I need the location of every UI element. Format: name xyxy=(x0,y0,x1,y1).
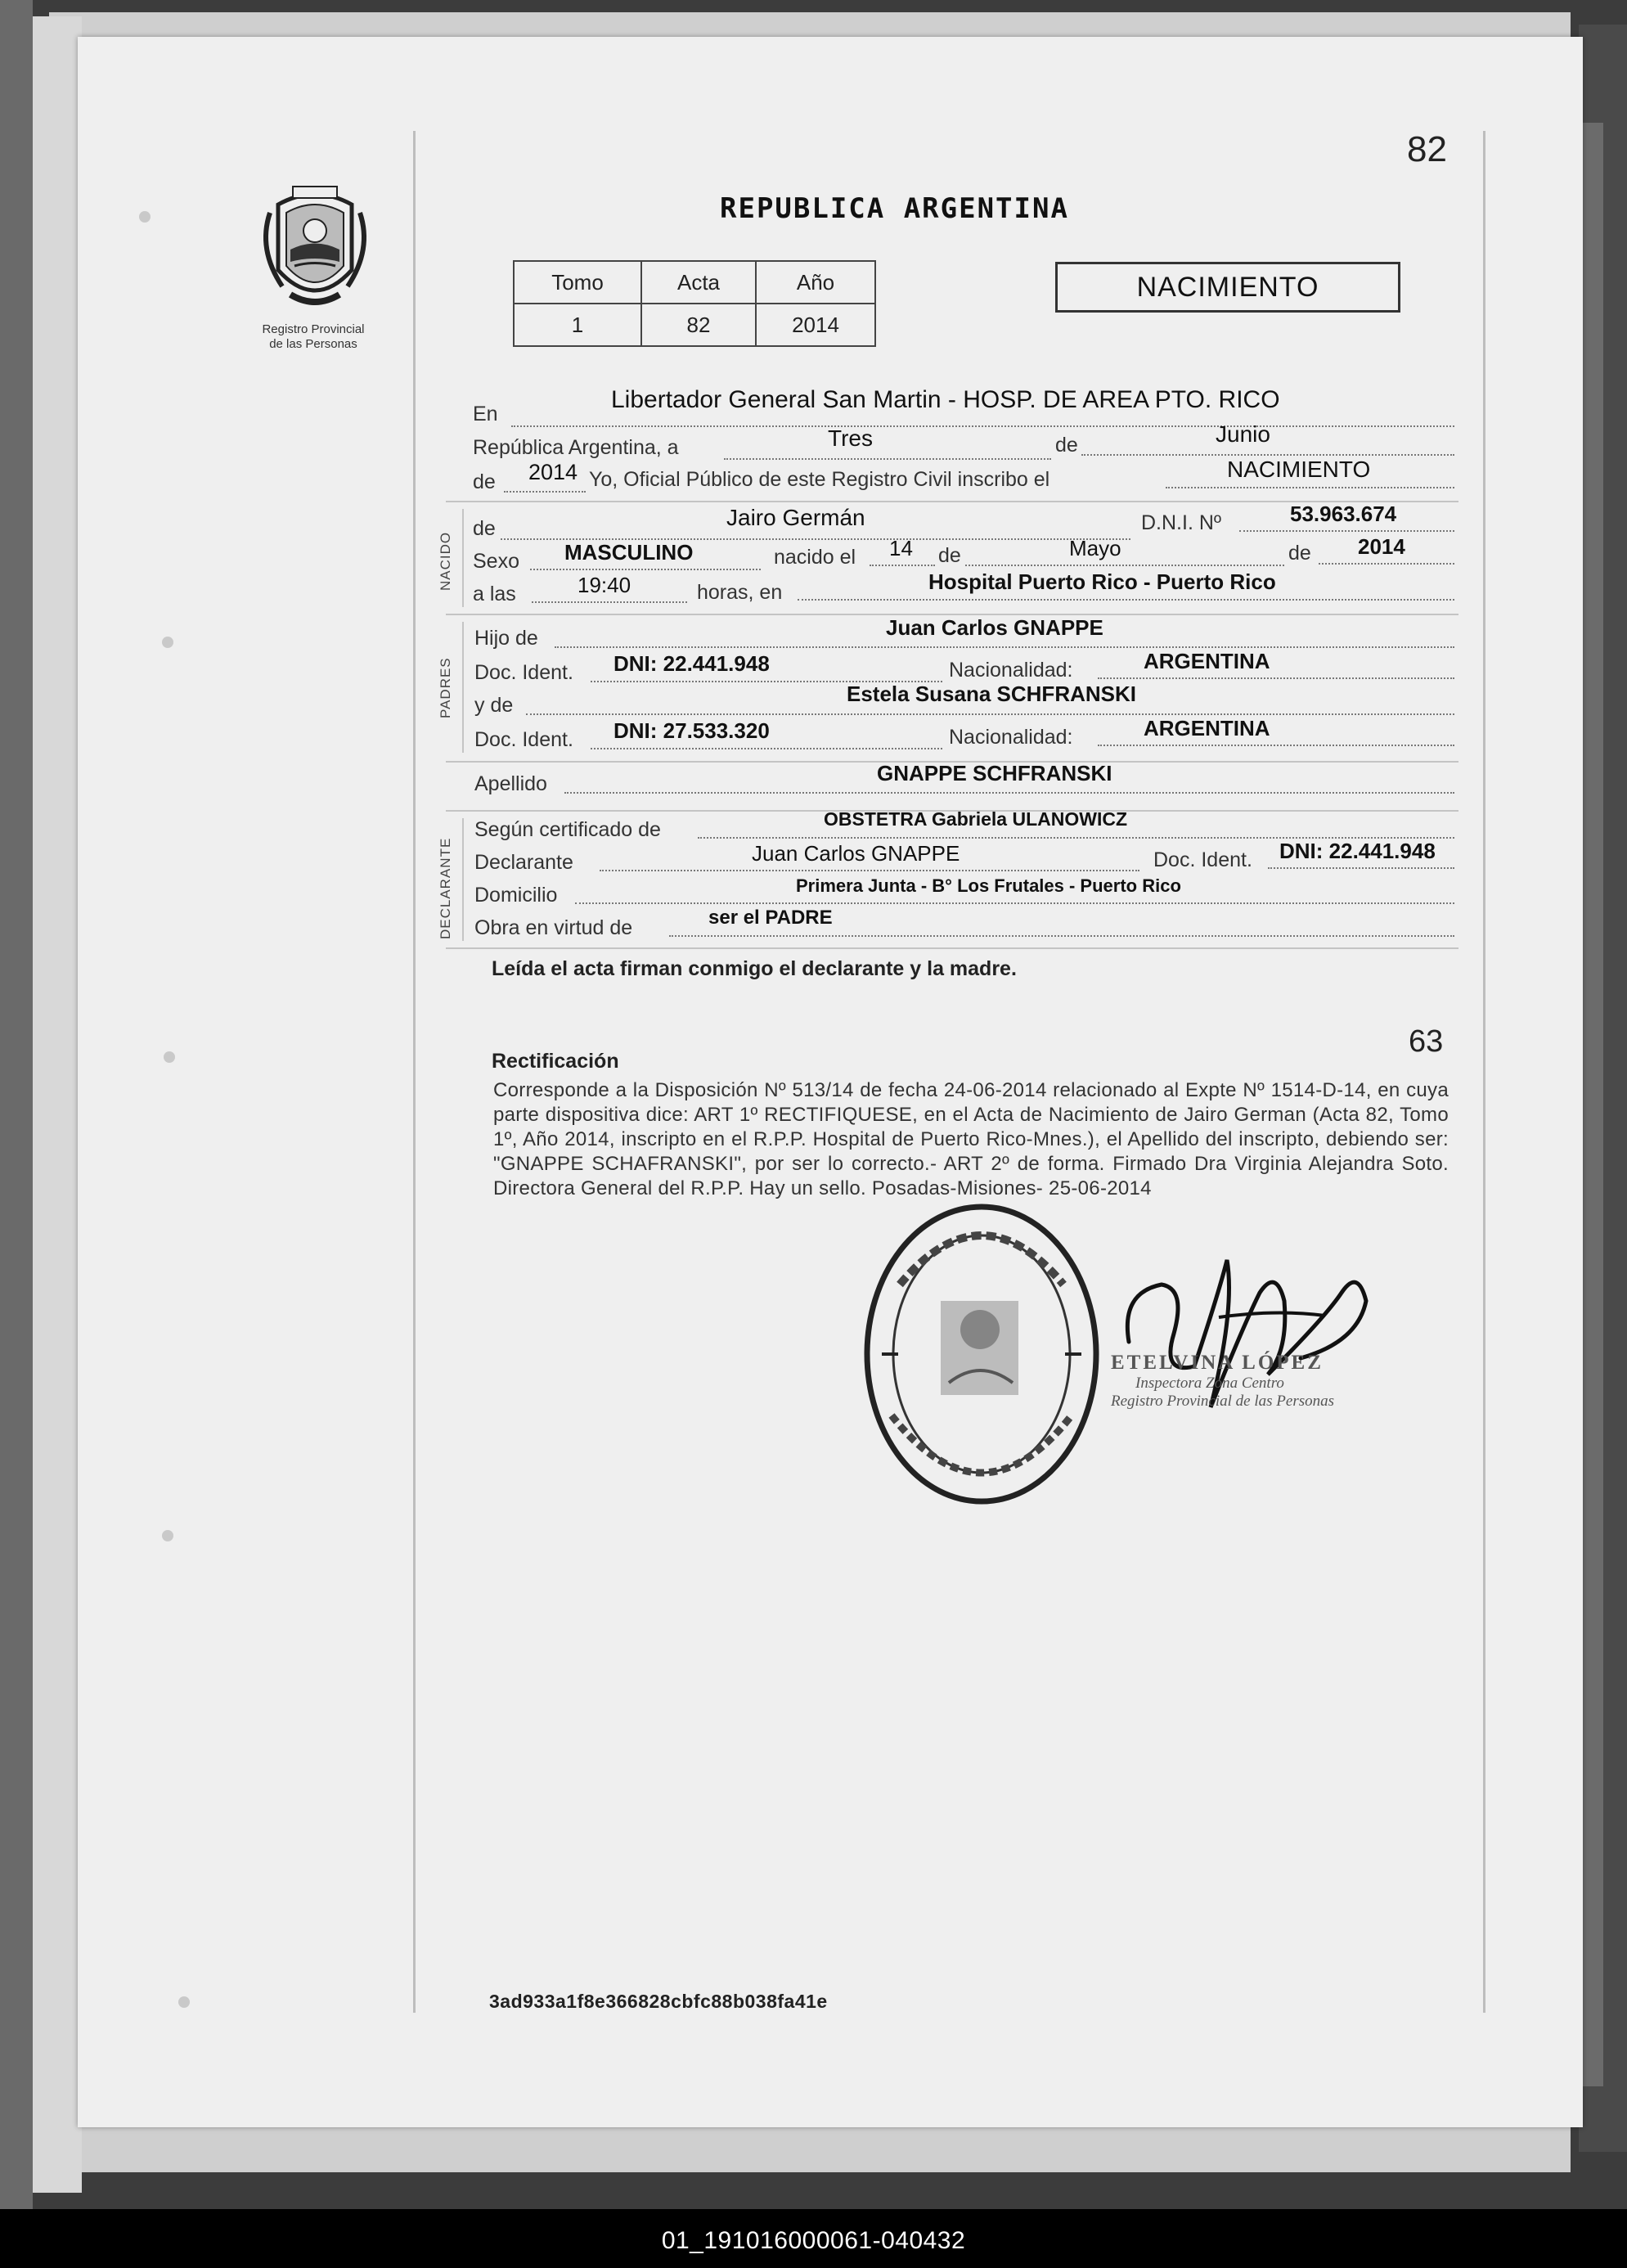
dotted-line xyxy=(798,599,1454,601)
signature-icon xyxy=(1112,1244,1374,1440)
dotted-line xyxy=(600,870,1139,871)
table-cell-tomo: 1 xyxy=(514,304,641,346)
dotted-line xyxy=(532,601,687,603)
dotted-line xyxy=(1319,563,1454,565)
apellido-label: Apellido xyxy=(474,772,547,795)
acta-reference-table xyxy=(513,260,876,347)
place-value: Libertador General San Martin - HOSP. DE AREA PTO. RICO xyxy=(611,386,1280,413)
inscribo-value: NACIMIENTO xyxy=(1227,457,1371,482)
doc-ident-label: Doc. Ident. xyxy=(1153,848,1252,871)
dotted-line xyxy=(511,425,1454,427)
horas-label: horas, en xyxy=(697,581,783,604)
birth-day: 14 xyxy=(889,536,913,560)
dotted-line xyxy=(1081,454,1454,456)
de-label: de xyxy=(938,544,961,567)
rectificacion-number: 63 xyxy=(1409,1024,1444,1059)
section-label-nacido: NACIDO xyxy=(438,531,453,591)
dotted-line xyxy=(724,458,1051,460)
apellido-value: GNAPPE SCHFRANSKI xyxy=(877,761,1112,785)
dotted-line xyxy=(1166,487,1454,488)
mother-doc: DNI: 27.533.320 xyxy=(613,718,770,743)
logo-caption-line1: Registro Provincial xyxy=(262,322,365,336)
misiones-coat-of-arms-icon xyxy=(245,180,384,319)
frame-line-right xyxy=(1483,131,1485,2013)
en-label: En xyxy=(473,403,498,425)
dotted-line xyxy=(526,713,1454,715)
birth-year: 2014 xyxy=(1358,534,1405,559)
domicilio-value: Primera Junta - B° Los Frutales - Puerto Rico xyxy=(796,875,1181,896)
dotted-line xyxy=(870,565,935,566)
section-divider xyxy=(446,947,1458,949)
de-label: de xyxy=(1288,542,1311,565)
father-name: Juan Carlos GNAPPE xyxy=(886,615,1103,640)
section-bracket xyxy=(462,622,464,753)
table-header-acta: Acta xyxy=(641,261,756,304)
y-de-label: y de xyxy=(474,694,514,717)
obra-value: ser el PADRE xyxy=(708,907,833,929)
file-label: 01_191016000061-040432 xyxy=(661,2227,966,2254)
de-label: de xyxy=(1055,434,1078,457)
page-number: 82 xyxy=(1407,129,1447,169)
dotted-line xyxy=(504,491,586,493)
nacido-de-label: de xyxy=(473,517,496,540)
child-name: Jairo Germán xyxy=(726,505,865,530)
section-bracket xyxy=(462,818,464,941)
sexo-label: Sexo xyxy=(473,550,519,573)
dotted-line xyxy=(530,569,761,570)
table-cell-ano: 2014 xyxy=(756,304,875,346)
a-las-label: a las xyxy=(473,583,516,605)
reading-note: Leída el acta firman conmigo el declarante y la madre. xyxy=(492,957,1017,980)
mother-nationality: ARGENTINA xyxy=(1144,716,1270,740)
month-value: Junio xyxy=(1216,421,1270,447)
nacido-el-label: nacido el xyxy=(774,546,856,569)
document-hash: 3ad933a1f8e366828cbfc88b038fa41e xyxy=(489,1991,828,2012)
signer-role: Inspectora Zona Centro xyxy=(1135,1375,1284,1392)
table-header-tomo: Tomo xyxy=(514,261,641,304)
section-label-declarante: DECLARANTE xyxy=(438,837,453,939)
signer-name: ETELVINA LÓPEZ xyxy=(1111,1352,1324,1374)
sexo-value: MASCULINO xyxy=(564,540,694,565)
dotted-line xyxy=(1098,677,1454,679)
birth-month: Mayo xyxy=(1069,536,1121,560)
dotted-line xyxy=(575,902,1454,904)
binding-hole xyxy=(164,1051,175,1063)
document-title: REPUBLICA ARGENTINA xyxy=(720,192,1069,225)
declarante-label: Declarante xyxy=(474,851,573,874)
dni-label: D.N.I. Nº xyxy=(1141,511,1222,534)
nacionalidad-label: Nacionalidad: xyxy=(949,659,1073,682)
birth-place: Hospital Puerto Rico - Puerto Rico xyxy=(928,569,1276,594)
binding-hole xyxy=(139,211,151,223)
binding-hole xyxy=(162,1530,173,1541)
child-dni: 53.963.674 xyxy=(1290,502,1397,526)
rectificacion-body: Corresponde a la Disposición Nº 513/14 de fecha 24-06-2014 relacionado al Expte Nº 1514-D-14, en cuya parte dispositiva dice: ART 1º RECTIFIQUESE, en el Acta de Nacimiento de Jairo German (Acta 82, Tomo 1º, Año 2014, inscripto en el R.P.P. Hospital de Puerto Rico-Mnes.), el Apellido del inscripto, debiendo ser: "GNAPPE SCHAFRANSKI", por ser lo correcto.- ART 2º de forma. Firmado Dra Virginia Alejandra Soto. Directora General del R.P.P. Hay un sello. Posadas-Misiones- 25-06-2014 xyxy=(493,1079,1449,1199)
binder-edge xyxy=(0,0,33,2209)
signer-org: Registro Provincial de las Personas xyxy=(1111,1393,1335,1410)
frame-line-left xyxy=(413,131,416,2013)
dotted-line xyxy=(1098,745,1454,746)
record-type-box: NACIMIENTO xyxy=(1055,262,1400,313)
signer-block xyxy=(1111,1352,1334,1411)
dotted-line xyxy=(555,646,1454,648)
table-header-ano: Año xyxy=(756,261,875,304)
table-cell-acta: 82 xyxy=(641,304,756,346)
rectificacion-title: Rectificación xyxy=(492,1050,619,1073)
domicilio-label: Domicilio xyxy=(474,884,558,907)
birth-time: 19:40 xyxy=(578,573,631,597)
day-value: Tres xyxy=(828,425,873,451)
binder-strip xyxy=(33,16,82,2193)
de2-label: de xyxy=(473,470,496,493)
doc-ident-label: Doc. Ident. xyxy=(474,728,573,751)
doc-ident-label: Doc. Ident. xyxy=(474,661,573,684)
official-stamp-icon xyxy=(859,1195,1104,1514)
certificado-label: Según certificado de xyxy=(474,818,661,841)
declarante-value: Juan Carlos GNAPPE xyxy=(752,841,960,866)
binding-hole xyxy=(178,1996,190,2008)
hijo-de-label: Hijo de xyxy=(474,627,538,650)
father-doc: DNI: 22.441.948 xyxy=(613,651,770,676)
obra-label: Obra en virtud de xyxy=(474,916,633,939)
father-nationality: ARGENTINA xyxy=(1144,649,1270,673)
logo-caption xyxy=(231,322,395,352)
dotted-line xyxy=(669,935,1454,937)
dotted-line xyxy=(564,792,1454,794)
certificado-value: OBSTETRA Gabriela ULANOWICZ xyxy=(824,808,1127,830)
republica-label: República Argentina, a xyxy=(473,436,679,459)
section-bracket xyxy=(462,509,464,607)
year-value: 2014 xyxy=(528,460,578,484)
oficial-text: Yo, Oficial Público de este Registro Civil inscribo el xyxy=(589,468,1050,491)
dotted-line xyxy=(965,565,1284,566)
dotted-line xyxy=(1268,867,1454,869)
dotted-line xyxy=(1239,530,1454,532)
logo-caption-line2: de las Personas xyxy=(269,337,357,351)
mother-name: Estela Susana SCHFRANSKI xyxy=(847,682,1136,706)
section-label-padres: PADRES xyxy=(438,657,453,718)
declarante-doc: DNI: 22.441.948 xyxy=(1279,839,1436,863)
nacionalidad-label: Nacionalidad: xyxy=(949,726,1073,749)
binding-hole xyxy=(162,637,173,648)
dotted-line xyxy=(591,748,942,749)
